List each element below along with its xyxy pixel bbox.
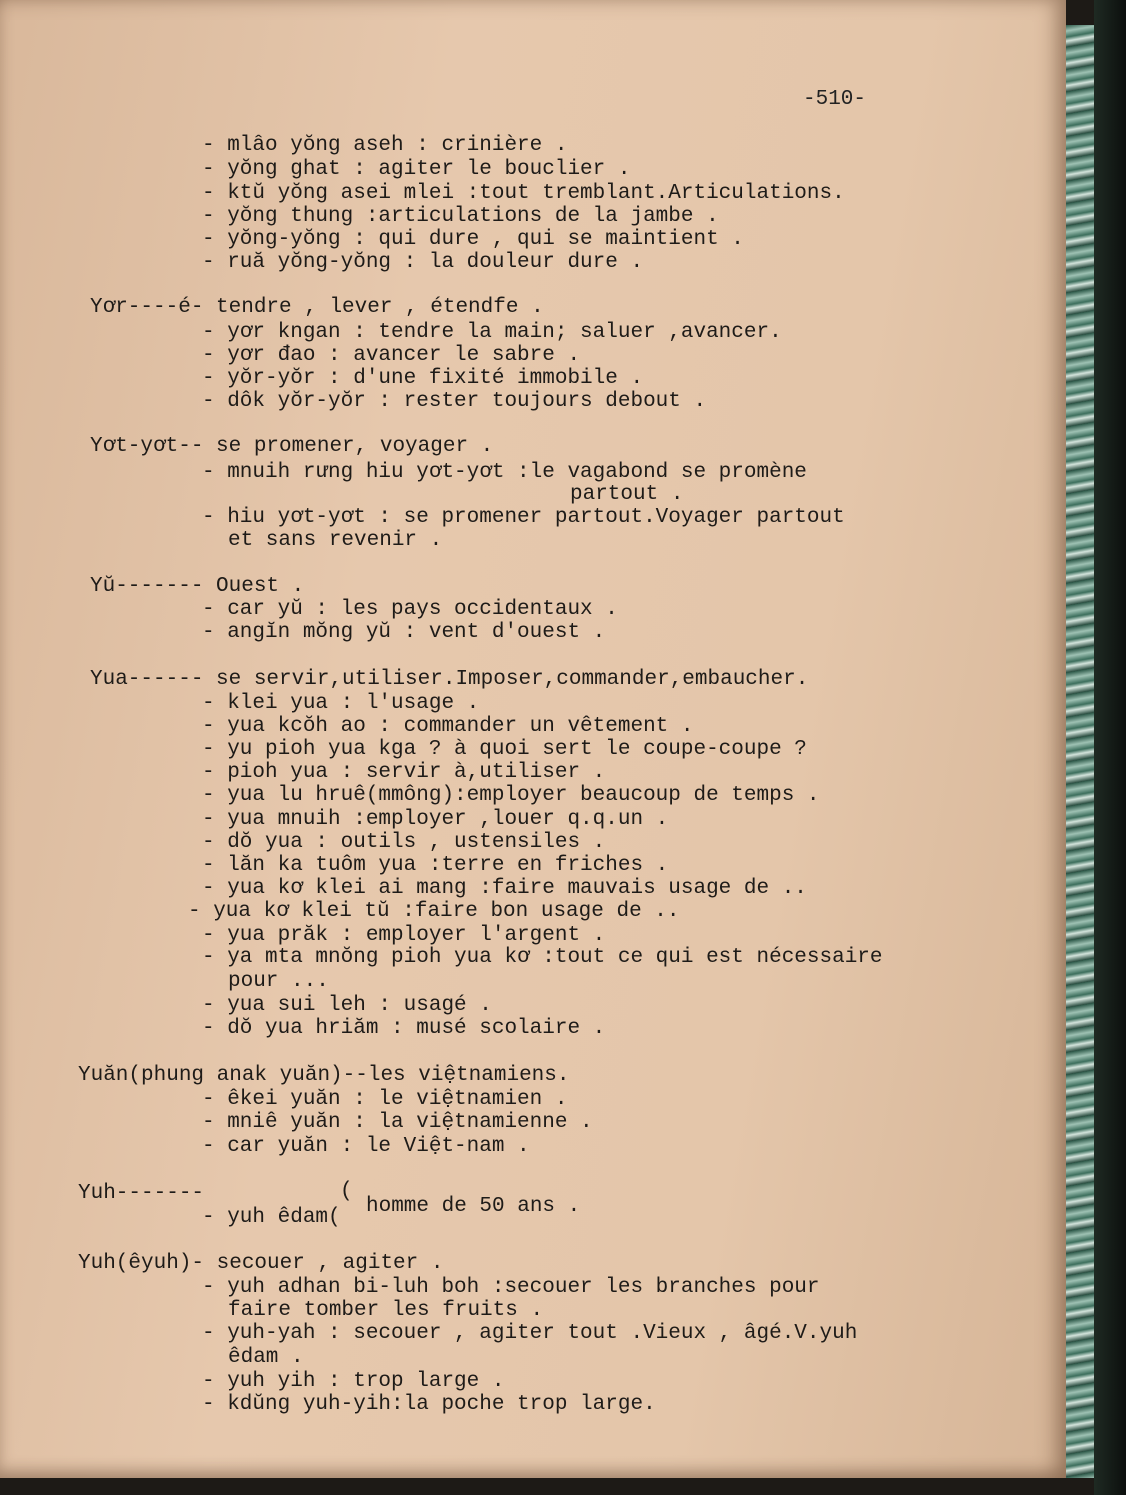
text-line: - hiu yơt-yơt : se promener partout.Voyager partout (202, 506, 845, 529)
text-line: - yuh-yah : secouer , agiter tout .Vieux , âgé.V.yuh (202, 1322, 858, 1345)
text-line: - klei yua : l'usage . (202, 692, 480, 715)
text-line: - yua kơ klei tŭ :faire bon usage de .. (188, 900, 680, 923)
text-line: - yua kơ klei ai mang :faire mauvais usage de .. (202, 877, 807, 900)
text-line: - car yŭ : les pays occidentaux . (202, 598, 618, 621)
text-line: - yua prăk : employer l'argent . (202, 924, 606, 947)
text-line: - dŏ yua : outils , ustensiles . (202, 831, 606, 854)
text-line: - mnuih rưng hiu yơt-yơt :le vagabond se promène (202, 461, 807, 484)
entry-headword-line: Yơr----é- tendre , lever , étendfe . (90, 296, 544, 319)
text-line: - angĭn mŏng yŭ : vent d'ouest . (202, 621, 606, 644)
text-line: êdam . (228, 1346, 304, 1369)
text-line: - yơr kngan : tendre la main; saluer ,avancer. (202, 321, 782, 344)
cover-edge (1094, 0, 1126, 1495)
text-line: - kdŭng yuh-yih:la poche trop large. (202, 1393, 656, 1416)
text-line: - mniê yuăn : la việtnamienne . (202, 1111, 593, 1134)
text-line: - ya mta mnŏng pioh yua kơ :tout ce qui est nécessaire (202, 946, 883, 969)
text-line: - yơr đao : avancer le sabre . (202, 344, 581, 367)
text-line: partout . (570, 483, 684, 506)
text-line: - yua sui leh : usagé . (202, 994, 492, 1017)
text-line: - yŏr-yŏr : d'une fixité immobile . (202, 367, 644, 390)
text-line: - yua mnuih :employer ,louer q.q.un . (202, 808, 669, 831)
text-line: - mlâo yŏng aseh : crinière . (202, 134, 568, 157)
text-line: - yuh adhan bi-luh boh :secouer les branches pour (202, 1276, 820, 1299)
text-line: pour ... (228, 970, 329, 993)
text-line: - ktŭ yŏng asei mlei :tout tremblant.Articulations. (202, 182, 845, 205)
text-line: - yua kcŏh ao : commander un vêtement . (202, 715, 694, 738)
text-line: - yŏng-yŏng : qui dure , qui se maintient . (202, 228, 744, 251)
text-line: - lăn ka tuôm yua :terre en friches . (202, 854, 669, 877)
text-line: homme de 50 ans . (366, 1195, 581, 1218)
text-line: - dŏ yua hriăm : musé scolaire . (202, 1017, 606, 1040)
entry-headword-line: Yŭ------- Ouest . (90, 575, 305, 598)
bracket-mark: ( (340, 1180, 353, 1203)
text-line: - êkei yuăn : le việtnamien . (202, 1088, 568, 1111)
text-line: et sans revenir . (228, 529, 443, 552)
text-line: - yŏng thung :articulations de la jambe . (202, 205, 719, 228)
text-line: - dôk yŏr-yŏr : rester toujours debout . (202, 390, 707, 413)
text-line: - yŏng ghat : agiter le bouclier . (202, 158, 631, 181)
page-number: -510- (803, 88, 867, 111)
entry-headword-line: Yuăn(phung anak yuăn)--les việtnamiens. (78, 1064, 570, 1087)
text-line: - yuh yih : trop large . (202, 1370, 505, 1393)
entry-headword-line: Yơt-yơt-- se promener, voyager . (90, 435, 494, 458)
text-line: - ruă yŏng-yŏng : la douleur dure . (202, 251, 644, 274)
text-line: - yuh êdam( (202, 1206, 341, 1229)
text-line: - car yuăn : le Việt-nam . (202, 1135, 530, 1158)
entry-headword-line: Yuh(êyuh)- secouer , agiter . (78, 1252, 444, 1275)
text-line: faire tomber les fruits . (228, 1299, 544, 1322)
marbled-binding (1066, 25, 1094, 1478)
text-line: - yu pioh yua kga ? à quoi sert le coupe-coupe ? (202, 738, 807, 761)
entry-headword-line: Yua------ se servir,utiliser.Imposer,commander,embaucher. (90, 668, 809, 691)
text-line: - pioh yua : servir à,utiliser . (202, 761, 606, 784)
text-line: - yua lu hruê(mmông):employer beaucoup de temps . (202, 784, 820, 807)
entry-headword-line: Yuh------- (78, 1182, 205, 1205)
